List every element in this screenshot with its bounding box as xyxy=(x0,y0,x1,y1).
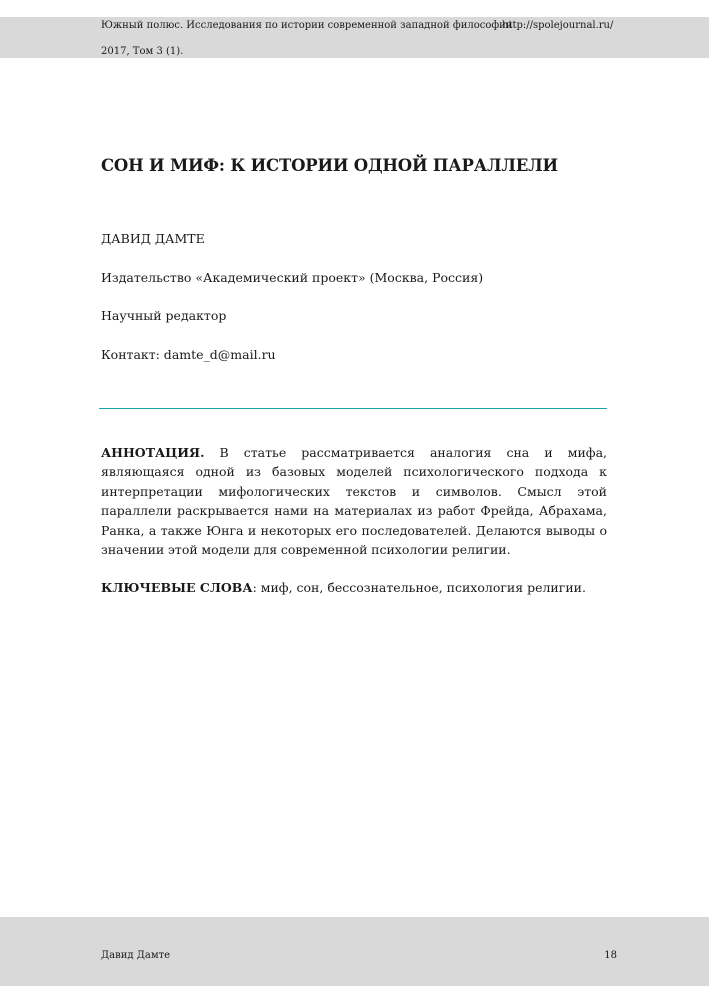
article-title: СОН И МИФ: К ИСТОРИИ ОДНОЙ ПАРАЛЛЕЛИ xyxy=(101,156,558,175)
abstract-label: АННОТАЦИЯ. xyxy=(101,445,205,460)
journal-url-link[interactable]: http://spolejournal.ru/ xyxy=(502,20,614,31)
abstract-text: В статье рассматривается аналогия сна и мифа, являющаяся одной из базовых моделей психологического подхода к интерпретации мифологических текстов и символов. Смысл этой параллели раскрывается нами на материалах из работ Фрейда, Абрахама, Ранка, а также Юнга и некоторых его последователей. Делаются выводы о значении этой модели для современной психологии религии. xyxy=(101,445,607,558)
running-header-issue: 2017, Том 3 (1). xyxy=(101,46,184,57)
running-header-journal: Южный полюс. Исследования по истории современной западной философии xyxy=(101,20,513,31)
author-name: ДАВИД ДАМТЕ xyxy=(101,231,205,246)
keywords-label: КЛЮЧЕВЫЕ СЛОВА xyxy=(101,580,253,595)
keywords-text: : миф, сон, бессознательное, психология религии. xyxy=(252,580,586,595)
section-divider xyxy=(99,408,607,409)
keywords xyxy=(101,578,607,597)
author-contact: Контакт: damte_d@mail.ru xyxy=(101,347,276,362)
abstract xyxy=(101,443,607,559)
author-affiliation: Издательство «Академический проект» (Москва, Россия) xyxy=(101,270,484,285)
footer-author: Давид Дамте xyxy=(101,950,171,961)
author-position: Научный редактор xyxy=(101,308,227,323)
page-number: 18 xyxy=(604,950,617,961)
